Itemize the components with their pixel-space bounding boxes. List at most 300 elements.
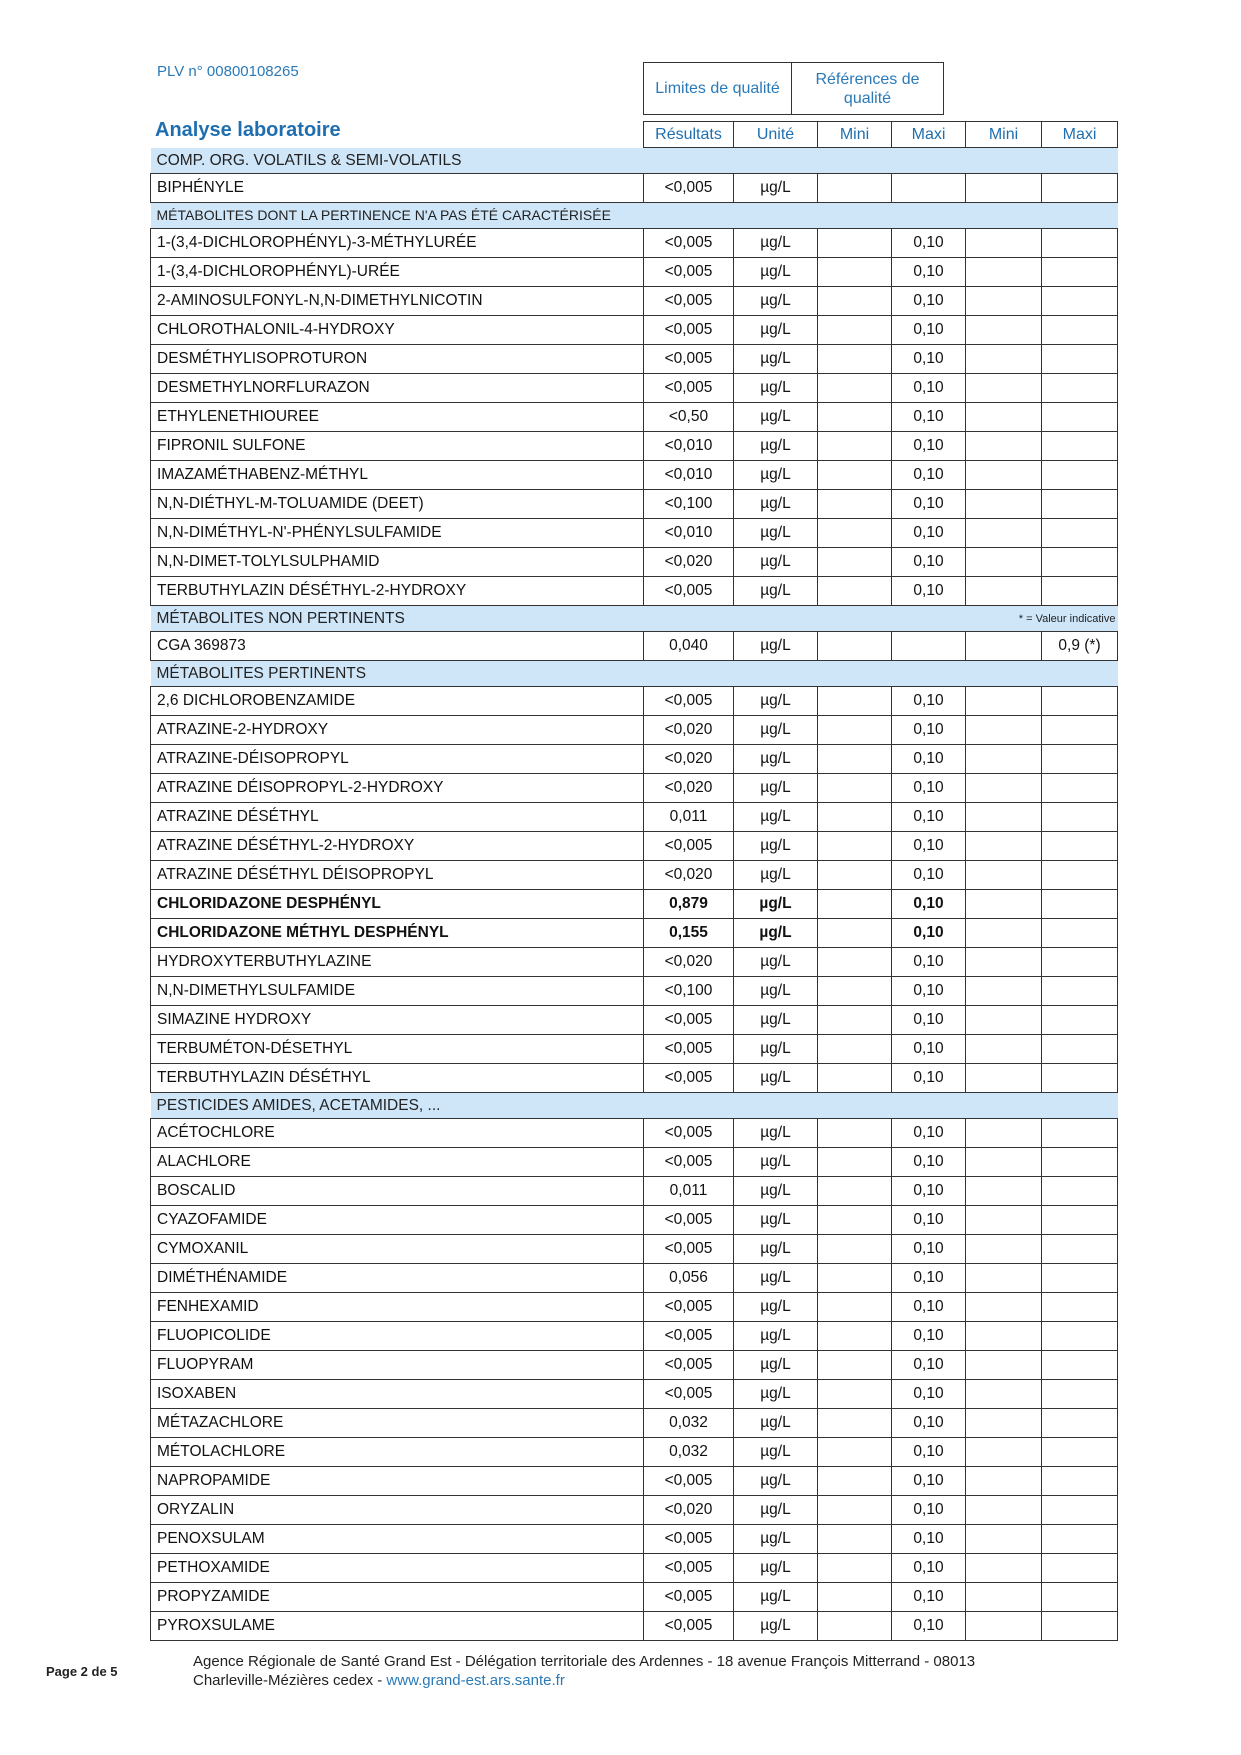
result-value: 0,040 (644, 632, 734, 661)
table-row (151, 774, 1118, 803)
unit-value: µg/L (734, 374, 818, 403)
limit-mini-value (818, 548, 892, 577)
reference-mini-value (966, 403, 1042, 432)
limit-maxi-value: 0,10 (892, 1322, 966, 1351)
reference-mini-value (966, 519, 1042, 548)
limit-mini-value (818, 803, 892, 832)
reference-mini-value (966, 861, 1042, 890)
reference-maxi-value (1042, 1264, 1118, 1293)
limit-mini-value (818, 832, 892, 861)
limit-mini-value (818, 1322, 892, 1351)
website-link[interactable]: www.grand-est.ars.sante.fr (386, 1672, 565, 1689)
result-value: <0,100 (644, 977, 734, 1006)
result-value: <0,010 (644, 461, 734, 490)
result-value: <0,005 (644, 1035, 734, 1064)
unit-value: µg/L (734, 1293, 818, 1322)
table-row (151, 229, 1118, 258)
unit-value: µg/L (734, 1264, 818, 1293)
parameter-name: 1-(3,4-DICHLOROPHÉNYL)-URÉE (151, 258, 644, 287)
unit-value: µg/L (734, 548, 818, 577)
unit-value: µg/L (734, 1235, 818, 1264)
limit-mini-value (818, 919, 892, 948)
reference-mini-value (966, 1496, 1042, 1525)
reference-maxi-value (1042, 1467, 1118, 1496)
limit-mini-value (818, 890, 892, 919)
table-row (151, 403, 1118, 432)
parameter-name: BOSCALID (151, 1177, 644, 1206)
reference-maxi-value (1042, 519, 1118, 548)
parameter-name: FENHEXAMID (151, 1293, 644, 1322)
limit-maxi-value: 0,10 (892, 977, 966, 1006)
result-value: <0,005 (644, 577, 734, 606)
unit-value: µg/L (734, 1206, 818, 1235)
reference-mini-value (966, 229, 1042, 258)
table-row (151, 577, 1118, 606)
unit-value: µg/L (734, 803, 818, 832)
reference-mini-value (966, 1467, 1042, 1496)
reference-mini-value (966, 1035, 1042, 1064)
parameter-name: ATRAZINE DÉSÉTHYL (151, 803, 644, 832)
table-row (151, 890, 1118, 919)
unit-value: µg/L (734, 1119, 818, 1148)
table-row (151, 919, 1118, 948)
result-value: <0,005 (644, 1380, 734, 1409)
unit-value: µg/L (734, 1525, 818, 1554)
limit-maxi-value: 0,10 (892, 432, 966, 461)
parameter-name: 2,6 DICHLOROBENZAMIDE (151, 687, 644, 716)
reference-maxi-value (1042, 1583, 1118, 1612)
parameter-name: CHLORIDAZONE MÉTHYL DESPHÉNYL (151, 919, 644, 948)
table-row (151, 716, 1118, 745)
parameter-name: NAPROPAMIDE (151, 1467, 644, 1496)
result-value: <0,100 (644, 490, 734, 519)
unit-value: µg/L (734, 1583, 818, 1612)
limit-mini-value (818, 229, 892, 258)
limite-mini-header: Mini (818, 122, 892, 148)
parameter-name: ACÉTOCHLORE (151, 1119, 644, 1148)
limit-maxi-value: 0,10 (892, 861, 966, 890)
parameter-name: N,N-DIMET-TOLYLSULPHAMID (151, 548, 644, 577)
reference-maxi-value (1042, 919, 1118, 948)
parameter-name: FLUOPICOLIDE (151, 1322, 644, 1351)
reference-maxi-value (1042, 977, 1118, 1006)
unit-value: µg/L (734, 1496, 818, 1525)
result-value: 0,032 (644, 1409, 734, 1438)
result-value: <0,50 (644, 403, 734, 432)
reference-mini-value (966, 1380, 1042, 1409)
table-row (151, 1235, 1118, 1264)
parameter-name: TERBUTHYLAZIN DÉSÉTHYL-2-HYDROXY (151, 577, 644, 606)
result-value: 0,032 (644, 1438, 734, 1467)
parameter-name: CHLORIDAZONE DESPHÉNYL (151, 890, 644, 919)
column-header-row (151, 122, 1118, 148)
limit-maxi-value: 0,10 (892, 774, 966, 803)
reference-mini-value (966, 919, 1042, 948)
limit-mini-value (818, 1351, 892, 1380)
limites-header: Limites de qualité (644, 63, 792, 115)
result-value: <0,010 (644, 519, 734, 548)
reference-maxi-value (1042, 461, 1118, 490)
reference-maxi-value (1042, 548, 1118, 577)
limit-mini-value (818, 519, 892, 548)
reference-maxi-value (1042, 1525, 1118, 1554)
limit-mini-value (818, 1148, 892, 1177)
limit-maxi-value: 0,10 (892, 1380, 966, 1409)
unit-value: µg/L (734, 577, 818, 606)
result-value: <0,005 (644, 258, 734, 287)
unit-value: µg/L (734, 716, 818, 745)
table-row (151, 948, 1118, 977)
limit-mini-value (818, 490, 892, 519)
limit-mini-value (818, 948, 892, 977)
unit-value: µg/L (734, 461, 818, 490)
reference-maxi-value (1042, 374, 1118, 403)
blank-header (151, 122, 644, 148)
parameter-name: BIPHÉNYLE (151, 174, 644, 203)
limit-maxi-value: 0,10 (892, 1438, 966, 1467)
limit-mini-value (818, 774, 892, 803)
unit-value: µg/L (734, 316, 818, 345)
quality-header (643, 62, 944, 115)
limit-mini-value (818, 374, 892, 403)
result-value: <0,005 (644, 1554, 734, 1583)
reference-mini-value (966, 1148, 1042, 1177)
table-row (151, 1006, 1118, 1035)
limit-mini-value (818, 1467, 892, 1496)
limit-maxi-value: 0,10 (892, 229, 966, 258)
table-row (151, 345, 1118, 374)
result-value: <0,005 (644, 345, 734, 374)
parameter-name: N,N-DIÉTHYL-M-TOLUAMIDE (DEET) (151, 490, 644, 519)
unit-value: µg/L (734, 1322, 818, 1351)
limit-maxi-value: 0,10 (892, 1583, 966, 1612)
reference-mini-value (966, 1264, 1042, 1293)
reference-mini-value (966, 316, 1042, 345)
reference-mini-value (966, 687, 1042, 716)
section-label: MÉTABOLITES PERTINENTS (151, 661, 1118, 687)
reference-mini-value (966, 774, 1042, 803)
limit-mini-value (818, 1206, 892, 1235)
reference-maxi-value (1042, 1035, 1118, 1064)
unit-value: µg/L (734, 832, 818, 861)
limit-maxi-value: 0,10 (892, 577, 966, 606)
table-row (151, 1322, 1118, 1351)
reference-maxi-value (1042, 1148, 1118, 1177)
table-row (151, 1467, 1118, 1496)
result-value: <0,005 (644, 1206, 734, 1235)
reference-mini-value (966, 1064, 1042, 1093)
result-value: <0,005 (644, 287, 734, 316)
table-row (151, 432, 1118, 461)
parameter-name: ALACHLORE (151, 1148, 644, 1177)
table-row (151, 1554, 1118, 1583)
resultats-header: Résultats (644, 122, 734, 148)
reference-maxi-value (1042, 316, 1118, 345)
parameter-name: ATRAZINE-DÉISOPROPYL (151, 745, 644, 774)
reference-mini-value (966, 1554, 1042, 1583)
limit-maxi-value: 0,10 (892, 890, 966, 919)
unit-value: µg/L (734, 1006, 818, 1035)
table-row (151, 1206, 1118, 1235)
table-row (151, 1438, 1118, 1467)
section-label: MÉTABOLITES NON PERTINENTS (151, 606, 966, 632)
parameter-name: HYDROXYTERBUTHYLAZINE (151, 948, 644, 977)
result-value: <0,005 (644, 687, 734, 716)
reference-mini-value (966, 632, 1042, 661)
section-label: PESTICIDES AMIDES, ACETAMIDES, ... (151, 1093, 1118, 1119)
reference-maxi-value (1042, 803, 1118, 832)
section-row (151, 661, 1118, 687)
limit-maxi-value: 0,10 (892, 1612, 966, 1641)
parameter-name: PYROXSULAME (151, 1612, 644, 1641)
table-row (151, 258, 1118, 287)
limit-maxi-value: 0,10 (892, 519, 966, 548)
unit-value: µg/L (734, 890, 818, 919)
footer-address (193, 1652, 975, 1690)
limit-maxi-value: 0,10 (892, 461, 966, 490)
unit-value: µg/L (734, 977, 818, 1006)
plv-number: PLV n° 00800108265 (157, 63, 299, 80)
limit-maxi-value: 0,10 (892, 316, 966, 345)
limit-maxi-value: 0,10 (892, 1351, 966, 1380)
unit-value: µg/L (734, 1148, 818, 1177)
limit-maxi-value: 0,10 (892, 948, 966, 977)
result-value: <0,020 (644, 948, 734, 977)
reference-mini-value (966, 374, 1042, 403)
limit-mini-value (818, 432, 892, 461)
footer-line-2: Charleville-Mézières cedex - (193, 1672, 387, 1689)
limit-mini-value (818, 1554, 892, 1583)
limit-mini-value (818, 687, 892, 716)
unit-value: µg/L (734, 432, 818, 461)
table-row (151, 687, 1118, 716)
limit-mini-value (818, 977, 892, 1006)
result-value: <0,005 (644, 229, 734, 258)
limit-maxi-value: 0,10 (892, 803, 966, 832)
section-label: COMP. ORG. VOLATILS & SEMI-VOLATILS (151, 148, 1118, 174)
reference-maxi-value (1042, 1119, 1118, 1148)
parameter-name: ATRAZINE DÉSÉTHYL-2-HYDROXY (151, 832, 644, 861)
unit-value: µg/L (734, 1612, 818, 1641)
result-value: <0,020 (644, 861, 734, 890)
analysis-table (150, 121, 1118, 1641)
section-label: MÉTABOLITES DONT LA PERTINENCE N'A PAS ÉTÉ CARACTÉRISÉE (151, 203, 1118, 229)
reference-maxi-value (1042, 716, 1118, 745)
reference-maxi-value (1042, 577, 1118, 606)
table-row (151, 1409, 1118, 1438)
reference-mini-value (966, 1177, 1042, 1206)
table-row (151, 548, 1118, 577)
result-value: 0,155 (644, 919, 734, 948)
table-row (151, 174, 1118, 203)
parameter-name: ATRAZINE DÉISOPROPYL-2-HYDROXY (151, 774, 644, 803)
limit-maxi-value: 0,10 (892, 1554, 966, 1583)
limit-mini-value (818, 577, 892, 606)
reference-mini-value (966, 1438, 1042, 1467)
unit-value: µg/L (734, 1554, 818, 1583)
reference-mini-value (966, 948, 1042, 977)
table-row (151, 374, 1118, 403)
limit-maxi-value: 0,10 (892, 1496, 966, 1525)
limit-mini-value (818, 1064, 892, 1093)
table-row (151, 1496, 1118, 1525)
limit-mini-value (818, 632, 892, 661)
parameter-name: 1-(3,4-DICHLOROPHÉNYL)-3-MÉTHYLURÉE (151, 229, 644, 258)
reference-maxi-header: Maxi (1042, 122, 1118, 148)
limit-mini-value (818, 1006, 892, 1035)
result-value: 0,056 (644, 1264, 734, 1293)
limit-mini-value (818, 1583, 892, 1612)
section-row (151, 203, 1118, 229)
table-row (151, 1525, 1118, 1554)
result-value: <0,020 (644, 716, 734, 745)
reference-mini-value (966, 745, 1042, 774)
page-number: Page 2 de 5 (46, 1664, 118, 1679)
reference-mini-value (966, 1351, 1042, 1380)
limit-mini-value (818, 1496, 892, 1525)
reference-mini-value (966, 548, 1042, 577)
reference-maxi-value (1042, 1177, 1118, 1206)
reference-maxi-value (1042, 1409, 1118, 1438)
table-row (151, 1177, 1118, 1206)
limit-maxi-value (892, 174, 966, 203)
reference-mini-value (966, 890, 1042, 919)
limit-mini-value (818, 861, 892, 890)
reference-maxi-value (1042, 1496, 1118, 1525)
parameter-name: PENOXSULAM (151, 1525, 644, 1554)
reference-maxi-value (1042, 403, 1118, 432)
limite-maxi-header: Maxi (892, 122, 966, 148)
result-value: <0,020 (644, 774, 734, 803)
parameter-name: N,N-DIMÉTHYL-N'-PHÉNYLSULFAMIDE (151, 519, 644, 548)
limit-mini-value (818, 745, 892, 774)
reference-maxi-value (1042, 1064, 1118, 1093)
unit-value: µg/L (734, 519, 818, 548)
unit-value: µg/L (734, 1467, 818, 1496)
reference-maxi-value (1042, 1612, 1118, 1641)
result-value: <0,010 (644, 432, 734, 461)
result-value: <0,005 (644, 1525, 734, 1554)
unit-value: µg/L (734, 1177, 818, 1206)
parameter-name: IMAZAMÉTHABENZ-MÉTHYL (151, 461, 644, 490)
parameter-name: TERBUMÉTON-DÉSETHYL (151, 1035, 644, 1064)
result-value: <0,005 (644, 174, 734, 203)
unit-value: µg/L (734, 345, 818, 374)
limit-mini-value (818, 1525, 892, 1554)
result-value: <0,005 (644, 316, 734, 345)
reference-mini-value (966, 1006, 1042, 1035)
result-value: <0,005 (644, 1006, 734, 1035)
parameter-name: CYAZOFAMIDE (151, 1206, 644, 1235)
reference-maxi-value (1042, 1006, 1118, 1035)
table-row (151, 1035, 1118, 1064)
reference-mini-value (966, 490, 1042, 519)
table-row (151, 461, 1118, 490)
parameter-name: CYMOXANIL (151, 1235, 644, 1264)
parameter-name: PROPYZAMIDE (151, 1583, 644, 1612)
reference-maxi-value (1042, 1438, 1118, 1467)
limit-mini-value (818, 403, 892, 432)
limit-maxi-value: 0,10 (892, 1206, 966, 1235)
table-row (151, 803, 1118, 832)
unit-value: µg/L (734, 1380, 818, 1409)
limit-maxi-value: 0,10 (892, 490, 966, 519)
reference-mini-value (966, 1322, 1042, 1351)
limit-mini-value (818, 716, 892, 745)
reference-mini-value (966, 716, 1042, 745)
reference-maxi-value (1042, 432, 1118, 461)
reference-maxi-value (1042, 1293, 1118, 1322)
unit-value: µg/L (734, 174, 818, 203)
table-row (151, 632, 1118, 661)
limit-mini-value (818, 1293, 892, 1322)
reference-mini-value (966, 1293, 1042, 1322)
reference-mini-value (966, 345, 1042, 374)
unit-value: µg/L (734, 861, 818, 890)
reference-mini-value (966, 977, 1042, 1006)
parameter-name: TERBUTHYLAZIN DÉSÉTHYL (151, 1064, 644, 1093)
unit-value: µg/L (734, 229, 818, 258)
limit-maxi-value: 0,10 (892, 1006, 966, 1035)
reference-mini-value (966, 1612, 1042, 1641)
parameter-name: CGA 369873 (151, 632, 644, 661)
result-value: <0,005 (644, 1064, 734, 1093)
reference-mini-value (966, 803, 1042, 832)
parameter-name: MÉTOLACHLORE (151, 1438, 644, 1467)
parameter-name: DIMÉTHÉNAMIDE (151, 1264, 644, 1293)
limit-maxi-value: 0,10 (892, 1035, 966, 1064)
reference-mini-value (966, 1583, 1042, 1612)
result-value: <0,005 (644, 832, 734, 861)
reference-maxi-value (1042, 258, 1118, 287)
limit-maxi-value: 0,10 (892, 1148, 966, 1177)
reference-maxi-value: 0,9 (*) (1042, 632, 1118, 661)
parameter-name: SIMAZINE HYDROXY (151, 1006, 644, 1035)
parameter-name: MÉTAZACHLORE (151, 1409, 644, 1438)
reference-mini-value (966, 577, 1042, 606)
parameter-name: PETHOXAMIDE (151, 1554, 644, 1583)
result-value: <0,005 (644, 1322, 734, 1351)
result-value: <0,020 (644, 548, 734, 577)
parameter-name: ATRAZINE-2-HYDROXY (151, 716, 644, 745)
page-title: Analyse laboratoire (155, 119, 341, 141)
reference-maxi-value (1042, 490, 1118, 519)
parameter-name: N,N-DIMETHYLSULFAMIDE (151, 977, 644, 1006)
references-header: Références de qualité (792, 63, 944, 115)
reference-mini-value (966, 258, 1042, 287)
reference-mini-header: Mini (966, 122, 1042, 148)
unit-value: µg/L (734, 403, 818, 432)
limit-mini-value (818, 345, 892, 374)
result-value: <0,005 (644, 1583, 734, 1612)
table-row (151, 1119, 1118, 1148)
parameter-name: CHLOROTHALONIL-4-HYDROXY (151, 316, 644, 345)
limit-maxi-value: 0,10 (892, 374, 966, 403)
table-row (151, 1148, 1118, 1177)
reference-mini-value (966, 287, 1042, 316)
limit-mini-value (818, 461, 892, 490)
unit-value: µg/L (734, 632, 818, 661)
section-row (151, 606, 1118, 632)
table-row (151, 519, 1118, 548)
result-value: <0,005 (644, 1351, 734, 1380)
limit-maxi-value: 0,10 (892, 1119, 966, 1148)
limit-maxi-value (892, 632, 966, 661)
parameter-name: ETHYLENETHIOUREE (151, 403, 644, 432)
unit-value: µg/L (734, 1409, 818, 1438)
limit-mini-value (818, 1380, 892, 1409)
reference-maxi-value (1042, 1554, 1118, 1583)
